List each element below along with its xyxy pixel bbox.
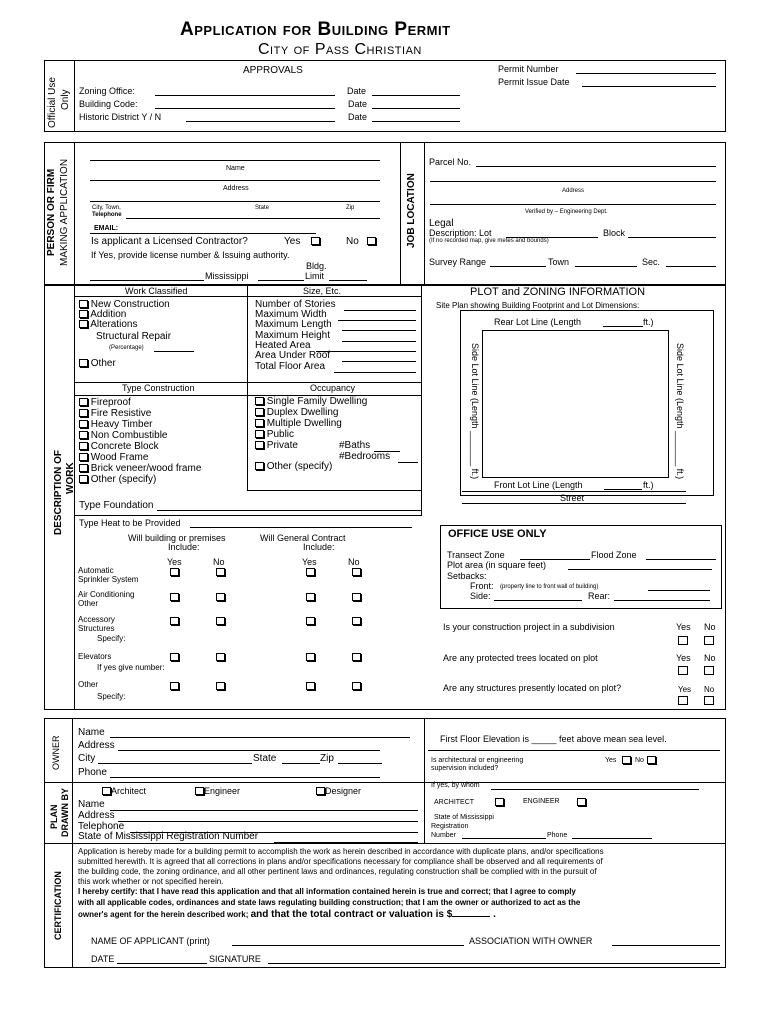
other-premises-yes[interactable] bbox=[170, 682, 179, 690]
certification-text: Application is hereby made for a building permit to accomplish the work as herein described in accordance with duplicate plans, and/or specifications bbox=[78, 847, 604, 856]
total-floor-area-field[interactable] bbox=[334, 372, 416, 373]
licensed-no-checkbox[interactable] bbox=[367, 237, 376, 245]
ac-contract-yes[interactable] bbox=[306, 593, 315, 601]
zoning-office-field[interactable] bbox=[155, 95, 335, 96]
owner-address-field[interactable] bbox=[118, 750, 380, 751]
trees-yes-checkbox[interactable] bbox=[678, 666, 688, 675]
official-use-label: Official Use bbox=[47, 77, 58, 128]
bedrooms-field[interactable] bbox=[398, 462, 418, 463]
percentage-field[interactable] bbox=[154, 351, 194, 352]
signature-field[interactable] bbox=[268, 963, 720, 964]
applicant-print-name-field[interactable] bbox=[232, 945, 464, 946]
fireproof-checkbox[interactable] bbox=[79, 398, 88, 406]
sprinkler-premises-yes[interactable] bbox=[170, 568, 179, 576]
building-footprint-box bbox=[482, 330, 669, 478]
historic-district-field[interactable] bbox=[186, 121, 335, 122]
owner-city-field[interactable] bbox=[98, 763, 252, 764]
other-contract-yes[interactable] bbox=[306, 682, 315, 690]
plan-engineer-checkbox[interactable] bbox=[577, 798, 586, 806]
job-location-label: JOB LOCATION bbox=[406, 173, 417, 248]
sprinkler-premises-no[interactable] bbox=[216, 568, 225, 576]
architect-checkbox[interactable] bbox=[102, 787, 111, 795]
supervision-by-whom-field[interactable] bbox=[491, 789, 699, 790]
registration-number-field[interactable] bbox=[462, 838, 546, 839]
person-or-firm-label: PERSON OR FIRM bbox=[46, 168, 57, 256]
job-address-field[interactable] bbox=[430, 204, 716, 205]
ac-premises-yes[interactable] bbox=[170, 593, 179, 601]
building-code-field[interactable] bbox=[155, 108, 335, 109]
owner-state-field[interactable] bbox=[282, 763, 320, 764]
form-title: Application for Building Permit bbox=[180, 19, 451, 40]
concrete-block-checkbox[interactable] bbox=[79, 442, 88, 450]
ac-premises-no[interactable] bbox=[216, 593, 225, 601]
form-subtitle: City of Pass Christian bbox=[258, 41, 422, 58]
building-date-field[interactable] bbox=[372, 108, 460, 109]
fire-resistive-checkbox[interactable] bbox=[79, 409, 88, 417]
stories-field[interactable] bbox=[344, 310, 416, 311]
permit-issue-date-field[interactable] bbox=[582, 86, 716, 87]
permit-number-field[interactable] bbox=[576, 73, 716, 74]
plan-name-field[interactable] bbox=[110, 810, 418, 811]
subdivision-no-checkbox[interactable] bbox=[704, 636, 714, 645]
plot-zoning-title: PLOT and ZONING INFORMATION bbox=[470, 286, 646, 298]
single-family-checkbox[interactable] bbox=[255, 397, 264, 405]
accessory-contract-no[interactable] bbox=[352, 617, 361, 625]
other-construction-checkbox[interactable] bbox=[79, 475, 88, 483]
wood-frame-checkbox[interactable] bbox=[79, 453, 88, 461]
non-combustible-checkbox[interactable] bbox=[79, 431, 88, 439]
structures-yes-checkbox[interactable] bbox=[678, 696, 688, 705]
description-of-work-label: DESCRIPTION OF bbox=[53, 449, 64, 535]
applicant-address-field[interactable] bbox=[90, 201, 380, 202]
supervision-no-checkbox[interactable] bbox=[647, 756, 656, 764]
ac-contract-no[interactable] bbox=[352, 593, 361, 601]
sec-field[interactable] bbox=[666, 266, 716, 267]
association-with-owner-field[interactable] bbox=[612, 945, 720, 946]
heavy-timber-checkbox[interactable] bbox=[79, 420, 88, 428]
accessory-premises-no[interactable] bbox=[216, 617, 225, 625]
accessory-premises-yes[interactable] bbox=[170, 617, 179, 625]
licensed-yes-checkbox[interactable] bbox=[311, 237, 320, 245]
other-contract-no[interactable] bbox=[352, 682, 361, 690]
zoning-date-field[interactable] bbox=[372, 95, 460, 96]
new-construction-checkbox[interactable] bbox=[79, 300, 88, 308]
certification-label: CERTIFICATION bbox=[53, 871, 63, 940]
front-setback-field[interactable] bbox=[648, 590, 710, 591]
max-height-field[interactable] bbox=[342, 341, 416, 342]
town-field[interactable] bbox=[575, 266, 637, 267]
engineer-checkbox[interactable] bbox=[195, 787, 204, 795]
heated-area-field[interactable] bbox=[316, 351, 416, 352]
applicant-telephone-field[interactable] bbox=[126, 218, 380, 219]
certification-date-field[interactable] bbox=[117, 963, 207, 964]
duplex-checkbox[interactable] bbox=[255, 408, 264, 416]
applicant-email-field[interactable] bbox=[90, 233, 316, 234]
owner-label: OWNER bbox=[51, 735, 61, 770]
sprinkler-contract-no[interactable] bbox=[352, 568, 361, 576]
alterations-checkbox[interactable] bbox=[79, 320, 88, 328]
applicant-section bbox=[44, 142, 726, 285]
flood-zone-field[interactable] bbox=[646, 559, 716, 560]
plan-address-field[interactable] bbox=[118, 821, 418, 822]
rear-setback-field[interactable] bbox=[614, 600, 710, 601]
legal-block-field[interactable] bbox=[628, 237, 716, 238]
addition-checkbox[interactable] bbox=[79, 310, 88, 318]
owner-zip-field[interactable] bbox=[338, 763, 382, 764]
other-occupancy-checkbox[interactable] bbox=[255, 462, 264, 470]
elevators-premises-no[interactable] bbox=[216, 653, 225, 661]
side-setback-field[interactable] bbox=[494, 600, 582, 601]
other-premises-no[interactable] bbox=[216, 682, 225, 690]
heat-type-field[interactable] bbox=[190, 527, 412, 528]
trees-no-checkbox[interactable] bbox=[704, 666, 714, 675]
supervision-yes-checkbox[interactable] bbox=[622, 756, 631, 764]
elevators-contract-no[interactable] bbox=[352, 653, 361, 661]
other-work-checkbox[interactable] bbox=[79, 359, 88, 367]
max-length-field[interactable] bbox=[342, 330, 416, 331]
public-checkbox[interactable] bbox=[255, 430, 264, 438]
owner-name-field[interactable] bbox=[110, 737, 410, 738]
elevators-premises-yes[interactable] bbox=[170, 653, 179, 661]
brick-veneer-checkbox[interactable] bbox=[79, 464, 88, 472]
designer-checkbox[interactable] bbox=[316, 787, 325, 795]
office-use-title: OFFICE USE ONLY bbox=[448, 528, 547, 540]
parcel-number-field[interactable] bbox=[476, 166, 716, 167]
plot-area-field[interactable] bbox=[568, 569, 712, 570]
survey-range-field[interactable] bbox=[490, 266, 546, 267]
plan-registration-field[interactable] bbox=[274, 842, 418, 843]
plan-drawn-by-label: PLAN bbox=[49, 804, 59, 829]
approvals-heading: APPROVALS bbox=[243, 65, 303, 76]
max-width-field[interactable] bbox=[338, 320, 416, 321]
subdivision-yes-checkbox[interactable] bbox=[678, 636, 688, 645]
historic-date-field[interactable] bbox=[372, 121, 460, 122]
area-under-roof-field[interactable] bbox=[342, 361, 416, 362]
owner-phone-field[interactable] bbox=[110, 777, 380, 778]
accessory-contract-yes[interactable] bbox=[306, 617, 315, 625]
registration-phone-field[interactable] bbox=[572, 838, 652, 839]
structures-no-checkbox[interactable] bbox=[704, 696, 714, 705]
plan-architect-checkbox[interactable] bbox=[495, 798, 504, 806]
foundation-field[interactable] bbox=[157, 510, 421, 511]
elevators-contract-yes[interactable] bbox=[306, 653, 315, 661]
sprinkler-contract-yes[interactable] bbox=[306, 568, 315, 576]
private-checkbox[interactable] bbox=[255, 441, 264, 449]
applicant-name-field[interactable] bbox=[90, 180, 380, 181]
multiple-dwelling-checkbox[interactable] bbox=[255, 419, 264, 427]
